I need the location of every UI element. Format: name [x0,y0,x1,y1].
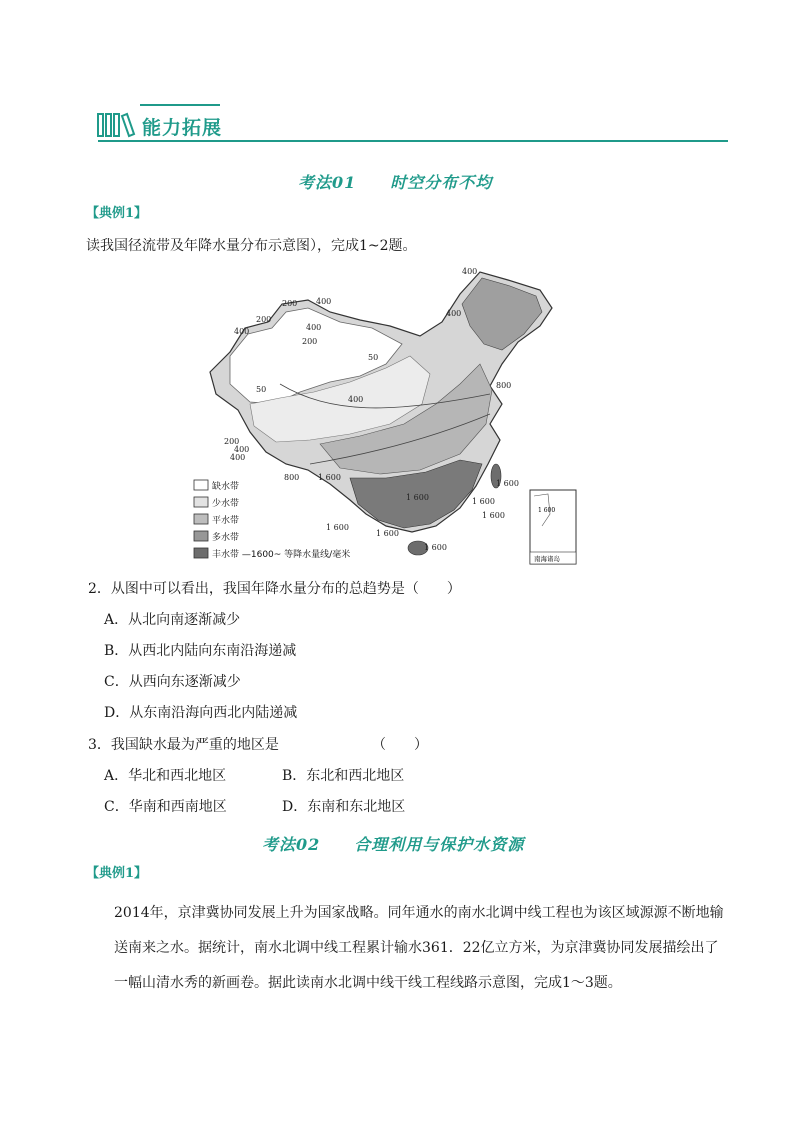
q3-option-a[interactable]: A．华北和西北地区 [104,768,227,784]
contour-label: 200 [302,337,318,346]
contour-label: 400 [230,453,246,462]
china-precipitation-map [190,264,582,568]
paragraph-line: 一幅山清水秀的新画卷。据此读南水北调中线干线工程线路示意图，完成1～3题。 [114,975,622,991]
header-rule [98,140,728,142]
q2-option-d[interactable]: D．从东南沿海向西北内陆递减 [104,705,298,721]
q2-option-a[interactable]: A．从北向南逐渐减少 [104,612,241,628]
contour-label: 1 600 [326,523,349,532]
legend-label: 丰水带 —1600~ 等降水量线/毫米 [212,550,351,560]
q3-option-d[interactable]: D．东南和东北地区 [282,799,406,815]
contour-label: 400 [348,395,364,404]
contour-label: 200 [282,299,298,308]
contour-label: 200 [224,437,240,446]
paragraph-line: 送南来之水。据统计，南水北调中线工程累计输水361．22亿立方米，为京津冀协同发展描绘出了 [114,940,719,956]
section-heading-1: 考法01 时空分布不均 [298,173,493,192]
contour-label: 400 [234,327,250,336]
books-icon [96,108,136,138]
q2-option-b[interactable]: B．从西北内陆向东南沿海递减 [104,643,297,659]
legend-label: 平水带 [212,516,240,526]
contour-label: 1 600 [406,493,429,502]
south-sea-inset [530,490,576,564]
inset-label: 南海诸岛 [534,555,560,563]
legend-label: 少水带 [212,499,240,509]
contour-label: 1 600 [318,473,341,482]
question-2-stem: 2．从图中可以看出，我国年降水量分布的总趋势是（ ） [88,581,461,597]
contour-label: 1 600 [376,529,399,538]
paragraph-line: 2014年，京津冀协同发展上升为国家战略。同年通水的南水北调中线工程也为该区域源源不断地输 [114,905,724,921]
legend-label: 多水带 [212,533,240,543]
contour-label: 200 [256,315,272,324]
q3-option-c[interactable]: C．华南和西南地区 [104,799,227,815]
question-3-answer-paren: （ ） [372,737,428,753]
question-3-stem: 3．我国缺水最为严重的地区是 [88,737,279,753]
example-tag-1: 【典例1】 [86,206,148,221]
page-title: 能力拓展 [142,117,223,139]
contour-label: 400 [462,267,478,276]
contour-label: 1 600 [482,511,505,520]
q3-option-b[interactable]: B．东北和西北地区 [282,768,405,784]
contour-label: 400 [234,445,250,454]
inset-value: 1 600 [538,507,556,514]
legend-swatch [194,514,208,524]
legend-swatch [194,531,208,541]
legend-swatch [194,548,208,558]
contour-label: 800 [284,473,300,482]
contour-label: 400 [446,309,462,318]
q2-option-c[interactable]: C．从西向东逐渐减少 [104,674,241,690]
legend-swatch [194,480,208,490]
contour-label: 50 [368,353,379,362]
contour-label: 1 600 [472,497,495,506]
example-paragraph [114,896,724,1001]
legend-swatch [194,497,208,507]
map-legend [194,480,350,560]
section-heading-2: 考法02 合理利用与保护水资源 [262,835,525,854]
example-tag-2: 【典例1】 [86,866,148,881]
contour-label: 400 [306,323,322,332]
contour-label: 800 [496,381,512,390]
legend-label: 缺水带 [212,482,240,492]
contour-label: 50 [256,385,267,394]
intro-text: 读我国径流带及年降水量分布示意图），完成1~2题。 [86,238,417,254]
header-top-rule [140,104,220,106]
contour-label: 400 [316,297,332,306]
contour-label: 1 600 [424,543,447,552]
contour-label: 1 600 [496,479,519,488]
